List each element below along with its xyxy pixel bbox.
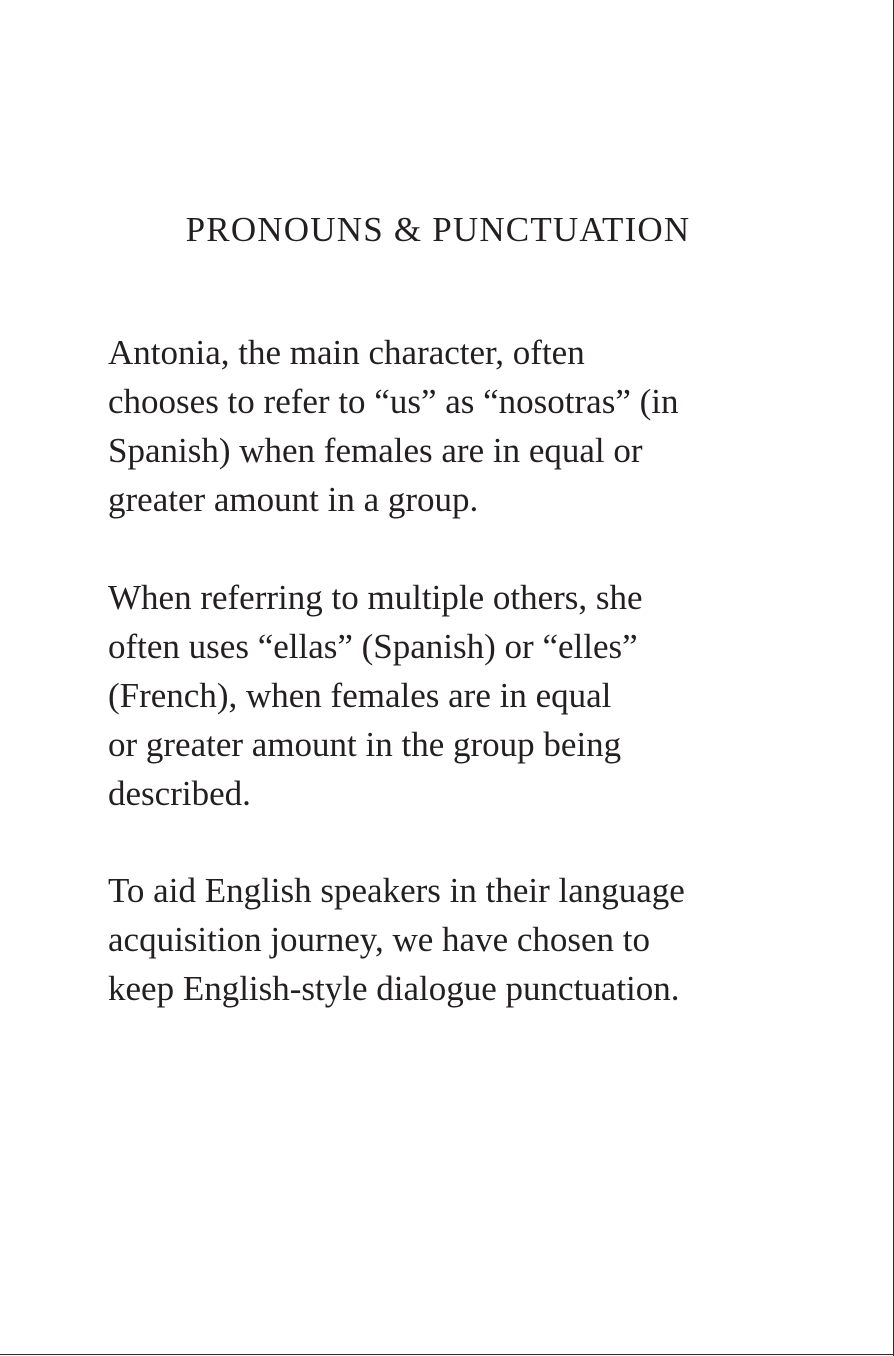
text-line: (French), when females are in equal xyxy=(108,676,612,715)
text-line: chooses to refer to “us” as “nosotras” (in xyxy=(108,382,679,421)
text-line: Spanish) when females are in equal or xyxy=(108,431,643,470)
paragraph-punctuation xyxy=(108,866,808,1013)
page-bottom-border xyxy=(0,1354,894,1355)
text-line: described. xyxy=(108,774,251,813)
text-line: greater amount in a group. xyxy=(108,480,479,519)
paragraph-ellas-elles xyxy=(108,573,808,818)
text-line: When referring to multiple others, she xyxy=(108,578,643,617)
paragraph-nosotras xyxy=(108,328,808,524)
text-line: often uses “ellas” (Spanish) or “elles” xyxy=(108,627,638,666)
text-line: or greater amount in the group being xyxy=(108,725,622,764)
text-line: Antonia, the main character, often xyxy=(108,333,585,372)
text-line: keep English-style dialogue punctuation. xyxy=(108,969,680,1008)
text-line: acquisition journey, we have chosen to xyxy=(108,920,651,959)
text-line: To aid English speakers in their language xyxy=(108,871,685,910)
page-heading: PRONOUNS & PUNCTUATION xyxy=(185,210,691,249)
